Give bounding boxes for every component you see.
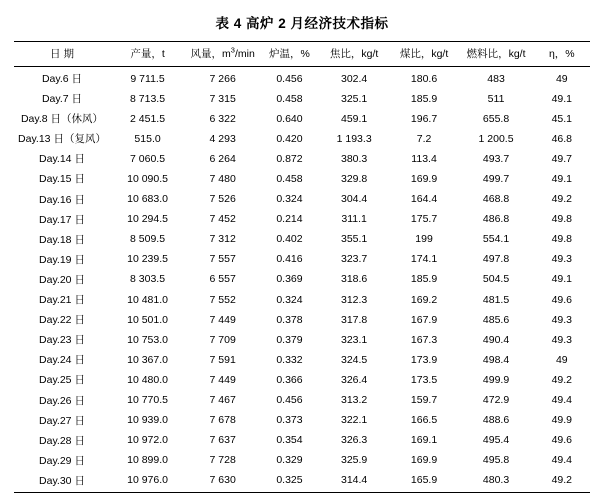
table-row xyxy=(14,67,590,89)
cell-coal: 196.7 xyxy=(410,112,438,125)
cell-temp: 0.373 xyxy=(276,414,303,427)
cell-air: 7 637 xyxy=(209,434,236,447)
cell-eta: 49.7 xyxy=(551,152,573,165)
cell-air: 7 480 xyxy=(209,172,236,185)
cell-eta: 46.8 xyxy=(551,132,573,145)
cell-coke: 1 193.3 xyxy=(336,132,372,145)
table-header-row xyxy=(14,42,590,67)
cell-output: 10 770.5 xyxy=(127,394,168,406)
cell-coke: 304.4 xyxy=(341,193,368,206)
cell-eta: 49.4 xyxy=(551,454,573,467)
table-row xyxy=(14,89,590,109)
table-row xyxy=(14,169,590,189)
cell-date: Day.26 日 xyxy=(39,394,85,407)
cell-date: Day.6 日 xyxy=(41,73,83,85)
cell-eta: 49.1 xyxy=(551,273,573,286)
table-header xyxy=(14,42,590,67)
cell-temp: 0.354 xyxy=(276,434,303,447)
cell-fuel: 490.4 xyxy=(482,333,510,346)
column-header-coal: 煤比，kg/t xyxy=(390,42,459,67)
cell-coal: 164.4 xyxy=(410,193,438,206)
cell-air: 7 591 xyxy=(209,353,236,366)
cell-output: 10 972.0 xyxy=(127,434,168,447)
cell-coal: 175.7 xyxy=(410,213,438,226)
cell-coke: 322.1 xyxy=(341,414,368,427)
cell-output: 9 711.5 xyxy=(130,72,165,85)
table-row xyxy=(14,149,590,169)
cell-coal: 169.9 xyxy=(410,454,438,467)
cell-temp: 0.329 xyxy=(276,454,303,467)
cell-eta: 49.8 xyxy=(551,213,573,226)
table-row xyxy=(14,189,590,209)
cell-eta: 49 xyxy=(555,72,568,85)
cell-coal: 199 xyxy=(415,233,433,246)
cell-coal: 159.7 xyxy=(410,394,438,406)
table-row xyxy=(14,310,590,330)
cell-fuel: 488.6 xyxy=(482,414,510,427)
cell-temp: 0.402 xyxy=(276,233,303,246)
cell-date: Day.23 日 xyxy=(39,334,85,347)
cell-fuel: 493.7 xyxy=(482,152,510,165)
cell-temp: 0.379 xyxy=(276,333,303,346)
cell-coke: 314.4 xyxy=(319,470,390,492)
cell-coal: 174.1 xyxy=(410,253,438,266)
cell-air: 6 557 xyxy=(209,273,236,286)
cell-coke: 326.3 xyxy=(341,434,368,447)
cell-coke: 326.4 xyxy=(341,373,368,386)
cell-output: 10 899.0 xyxy=(127,454,168,467)
cell-coke: 325.9 xyxy=(341,454,368,467)
cell-air: 7 630 xyxy=(185,470,260,492)
cell-output: 8 509.5 xyxy=(130,233,166,246)
cell-temp: 0.872 xyxy=(276,152,303,165)
table-row xyxy=(14,370,590,390)
cell-eta: 49.9 xyxy=(551,414,573,427)
cell-date: Day.21 日 xyxy=(39,294,85,307)
cell-output: 10 239.5 xyxy=(127,253,168,266)
cell-fuel: 483 xyxy=(487,72,505,85)
cell-fuel: 495.8 xyxy=(482,454,510,467)
cell-fuel: 499.9 xyxy=(482,373,510,386)
cell-output: 7 060.5 xyxy=(130,152,166,165)
cell-fuel: 554.1 xyxy=(482,233,510,246)
cell-temp: 0.366 xyxy=(276,373,303,386)
cell-temp: 0.458 xyxy=(276,92,303,105)
cell-air: 7 709 xyxy=(209,333,236,346)
cell-air: 7 315 xyxy=(209,92,236,105)
cell-date: Day.16 日 xyxy=(39,193,85,206)
column-header-output: 产量，t xyxy=(110,42,185,67)
cell-output: 10 481.0 xyxy=(127,293,168,306)
cell-coke: 459.1 xyxy=(341,112,368,125)
cell-output: 515.0 xyxy=(134,132,161,145)
cell-coal: 185.9 xyxy=(410,273,438,286)
cell-fuel: 485.6 xyxy=(482,313,510,326)
cell-date: Day.30 日 xyxy=(14,470,110,492)
cell-output: 2 451.5 xyxy=(130,112,166,125)
column-header-air xyxy=(185,42,260,67)
cell-fuel: 468.8 xyxy=(482,193,510,206)
cell-fuel: 511 xyxy=(487,92,505,105)
cell-coke: 325.1 xyxy=(341,92,368,105)
column-header-air-unit: /min xyxy=(234,48,255,60)
column-header-temp: 炉温，% xyxy=(260,42,318,67)
cell-output: 8 713.5 xyxy=(130,92,166,105)
superscript-3: 3 xyxy=(230,45,235,55)
column-header-air-text: 风量，m xyxy=(190,48,231,60)
cell-temp: 0.420 xyxy=(276,132,303,145)
cell-date: Day.8 日（休风） xyxy=(20,113,104,126)
cell-output: 10 683.0 xyxy=(127,193,168,206)
column-header-eta: η，% xyxy=(534,42,590,67)
cell-output: 10 367.0 xyxy=(127,353,168,366)
table-title: 表 4 高炉 2 月经济技术指标 xyxy=(215,16,389,31)
cell-coal: 185.9 xyxy=(410,92,438,105)
cell-date: Day.28 日 xyxy=(39,434,85,447)
cell-air: 7 467 xyxy=(209,394,236,406)
cell-coal: 169.1 xyxy=(410,434,438,447)
cell-coal: 166.5 xyxy=(410,414,438,427)
cell-date: Day.25 日 xyxy=(39,374,85,387)
cell-output: 10 939.0 xyxy=(127,414,168,427)
cell-air: 7 526 xyxy=(209,193,236,206)
cell-coke: 313.2 xyxy=(341,394,368,406)
cell-air: 7 678 xyxy=(209,414,236,427)
cell-fuel: 497.8 xyxy=(482,253,510,266)
cell-coke: 317.8 xyxy=(341,313,368,326)
column-header-fuel: 燃料比，kg/t xyxy=(458,42,533,67)
cell-fuel: 495.4 xyxy=(482,434,510,447)
cell-air: 6 322 xyxy=(209,112,236,125)
cell-coal: 165.9 xyxy=(390,470,459,492)
cell-coal: 7.2 xyxy=(416,132,432,145)
cell-temp: 0.416 xyxy=(276,253,303,266)
table-body xyxy=(14,67,590,493)
cell-coal: 173.5 xyxy=(410,373,438,386)
cell-eta: 49.6 xyxy=(551,434,573,447)
cell-coal: 113.4 xyxy=(411,152,437,165)
cell-temp: 0.214 xyxy=(276,213,303,226)
cell-coal: 169.9 xyxy=(410,172,438,185)
cell-temp: 0.640 xyxy=(276,112,303,125)
cell-date: Day.29 日 xyxy=(39,454,85,467)
cell-air: 7 557 xyxy=(209,253,236,266)
cell-air: 7 552 xyxy=(209,293,236,306)
cell-coke: 380.3 xyxy=(341,152,368,165)
cell-temp: 0.378 xyxy=(276,313,303,326)
table-row xyxy=(14,109,590,129)
table-row xyxy=(14,129,590,149)
table-row xyxy=(14,350,590,370)
cell-date: Day.20 日 xyxy=(39,273,85,286)
cell-coal: 180.6 xyxy=(410,72,438,85)
cell-air: 7 452 xyxy=(209,213,236,226)
cell-fuel: 472.9 xyxy=(482,394,510,406)
table-row xyxy=(14,229,590,249)
table-row xyxy=(14,249,590,269)
cell-air: 7 449 xyxy=(209,373,236,386)
table-row xyxy=(14,289,590,309)
cell-eta: 49.2 xyxy=(551,373,573,386)
cell-coke: 302.4 xyxy=(341,72,368,85)
cell-date: Day.14 日 xyxy=(39,153,85,166)
cell-air: 7 312 xyxy=(209,233,236,246)
table-row xyxy=(14,330,590,350)
cell-date: Day.24 日 xyxy=(39,354,85,367)
cell-output: 10 976.0 xyxy=(110,470,185,492)
cell-date: Day.15 日 xyxy=(39,173,85,186)
cell-temp: 0.324 xyxy=(276,193,303,206)
cell-coke: 324.5 xyxy=(341,353,368,366)
cell-eta: 49.1 xyxy=(551,92,573,105)
cell-temp: 0.332 xyxy=(276,353,303,366)
cell-coke: 311.1 xyxy=(341,213,367,226)
cell-coke: 312.3 xyxy=(341,293,368,306)
cell-eta: 49.3 xyxy=(551,333,573,346)
table-row xyxy=(14,470,590,492)
cell-eta: 49.2 xyxy=(551,193,573,206)
cell-coal: 173.9 xyxy=(410,353,438,366)
column-header-coke: 焦比，kg/t xyxy=(319,42,390,67)
table-row xyxy=(14,450,590,470)
cell-eta: 49.3 xyxy=(551,313,573,326)
cell-output: 10 501.0 xyxy=(127,313,168,326)
cell-date: Day.19 日 xyxy=(39,253,85,266)
cell-temp: 0.325 xyxy=(260,470,318,492)
cell-fuel: 486.8 xyxy=(482,213,510,226)
cell-eta: 49.8 xyxy=(551,233,573,246)
cell-output: 10 480.0 xyxy=(127,373,168,386)
cell-fuel: 481.5 xyxy=(482,293,510,306)
cell-coal: 169.2 xyxy=(410,293,438,306)
cell-output: 10 090.5 xyxy=(127,172,168,185)
cell-temp: 0.456 xyxy=(276,394,303,406)
table-row xyxy=(14,410,590,430)
cell-coal: 167.9 xyxy=(410,313,438,326)
cell-temp: 0.456 xyxy=(276,72,303,85)
cell-coke: 329.8 xyxy=(341,172,368,185)
table-row xyxy=(14,430,590,450)
cell-eta: 49.6 xyxy=(551,293,573,306)
cell-date: Day.17 日 xyxy=(39,213,85,226)
cell-fuel: 1 200.5 xyxy=(478,132,514,145)
cell-coke: 323.1 xyxy=(341,333,368,346)
cell-output: 10 753.0 xyxy=(127,333,168,346)
cell-fuel: 499.7 xyxy=(482,172,510,185)
cell-fuel: 498.4 xyxy=(482,353,510,366)
cell-date: Day.18 日 xyxy=(39,233,85,246)
cell-eta: 45.1 xyxy=(551,112,573,125)
table-row xyxy=(14,269,590,289)
cell-output: 8 303.5 xyxy=(130,273,166,286)
cell-air: 7 728 xyxy=(209,454,236,467)
cell-coke: 323.7 xyxy=(341,253,368,266)
cell-eta: 49 xyxy=(555,353,568,366)
cell-eta: 49.1 xyxy=(551,172,573,185)
cell-air: 7 449 xyxy=(209,313,236,326)
cell-air: 7 266 xyxy=(209,72,236,85)
cell-eta: 49.2 xyxy=(534,470,590,492)
cell-fuel: 504.5 xyxy=(482,273,510,286)
cell-coal: 167.3 xyxy=(410,333,438,346)
table-row xyxy=(14,209,590,229)
cell-fuel: 655.8 xyxy=(482,112,510,125)
column-header-date: 日 期 xyxy=(14,42,110,67)
cell-date: Day.7 日 xyxy=(41,93,83,106)
cell-date: Day.27 日 xyxy=(39,414,85,427)
cell-coke: 355.1 xyxy=(341,233,368,246)
cell-temp: 0.458 xyxy=(276,172,303,185)
cell-date: Day.13 日（复风） xyxy=(18,133,106,146)
cell-air: 6 264 xyxy=(209,152,236,165)
cell-temp: 0.324 xyxy=(276,293,303,306)
cell-eta: 49.3 xyxy=(551,253,573,266)
cell-air: 4 293 xyxy=(209,132,236,145)
cell-date: Day.22 日 xyxy=(39,314,85,327)
cell-eta: 49.4 xyxy=(551,394,573,406)
economic-indicators-table xyxy=(14,41,590,493)
cell-fuel: 480.3 xyxy=(458,470,533,492)
table-row xyxy=(14,390,590,410)
cell-temp: 0.369 xyxy=(276,273,303,286)
cell-output: 10 294.5 xyxy=(127,213,168,226)
cell-coke: 318.6 xyxy=(341,273,368,286)
